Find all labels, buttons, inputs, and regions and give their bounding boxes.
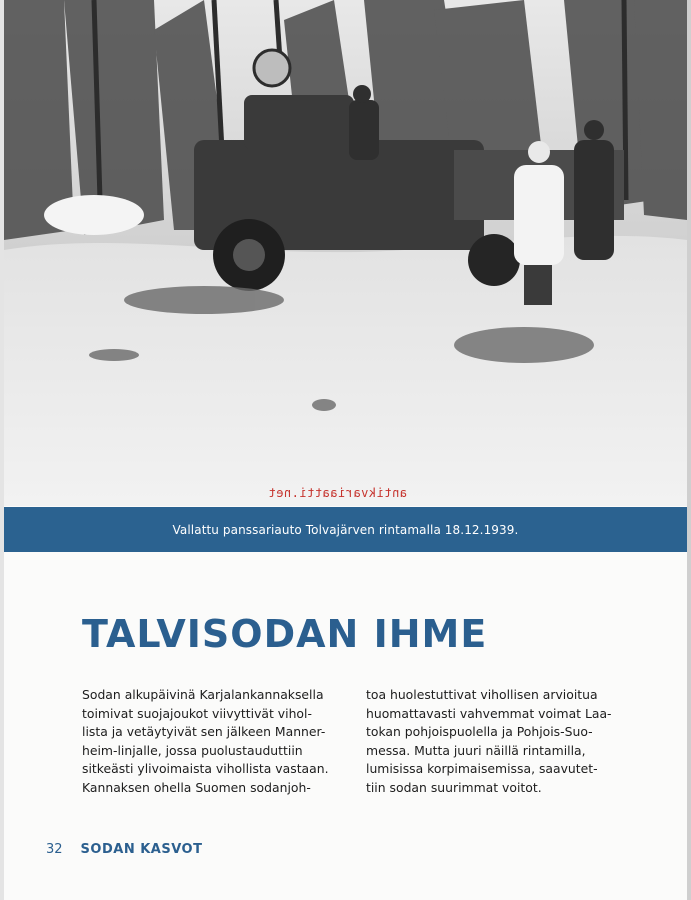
body-text-line: heim-linjalle, jossa puolustauduttiin [82,742,303,758]
photo-caption: Vallattu panssariauto Tolvajärven rintamalla 18.12.1939. [172,522,519,537]
body-text-line: Kannaksen ohella Suomen sodanjoh- [82,779,311,795]
article-headline: TALVISODAN IHME [82,612,488,656]
body-text-line: sitkeästi ylivoimaista vihollista vastaan. [82,761,329,777]
body-text-line: huomattavasti vahvemmat voimat Laa- [366,705,612,721]
body-text-line: tiin sodan suurimmat voitot. [366,779,542,795]
body-text-line: messa. Mutta juuri näillä rintamilla, [366,742,586,758]
body-text-line: Sodan alkupäivinä Karjalankannaksella [82,687,324,702]
body-text-line: lumisissa korpimaisemissa, saavutet- [366,761,598,777]
watermark-text: antikvariaatti.net [268,486,408,500]
page-number: 32 [46,842,63,857]
armored-car-snow-scene-illustration [4,0,687,506]
article-column-left [82,686,344,798]
body-text-line: toimivat suojajoukot viivyttivät vihol- [82,705,312,721]
body-text-line: toa huolestuttivat vihollisen arvioitua [366,687,598,702]
body-text-line: tokan pohjoispuolella ja Pohjois-Suo- [366,724,593,740]
body-text-line: lista ja vetäytyivät sen jälkeen Manner- [82,724,326,740]
page-right-edge [687,0,691,900]
page-footer [46,842,202,857]
war-photo [4,0,687,506]
article-column-right [366,686,628,798]
photo-caption-bar [4,507,687,552]
section-title: SODAN KASVOT [80,842,203,857]
